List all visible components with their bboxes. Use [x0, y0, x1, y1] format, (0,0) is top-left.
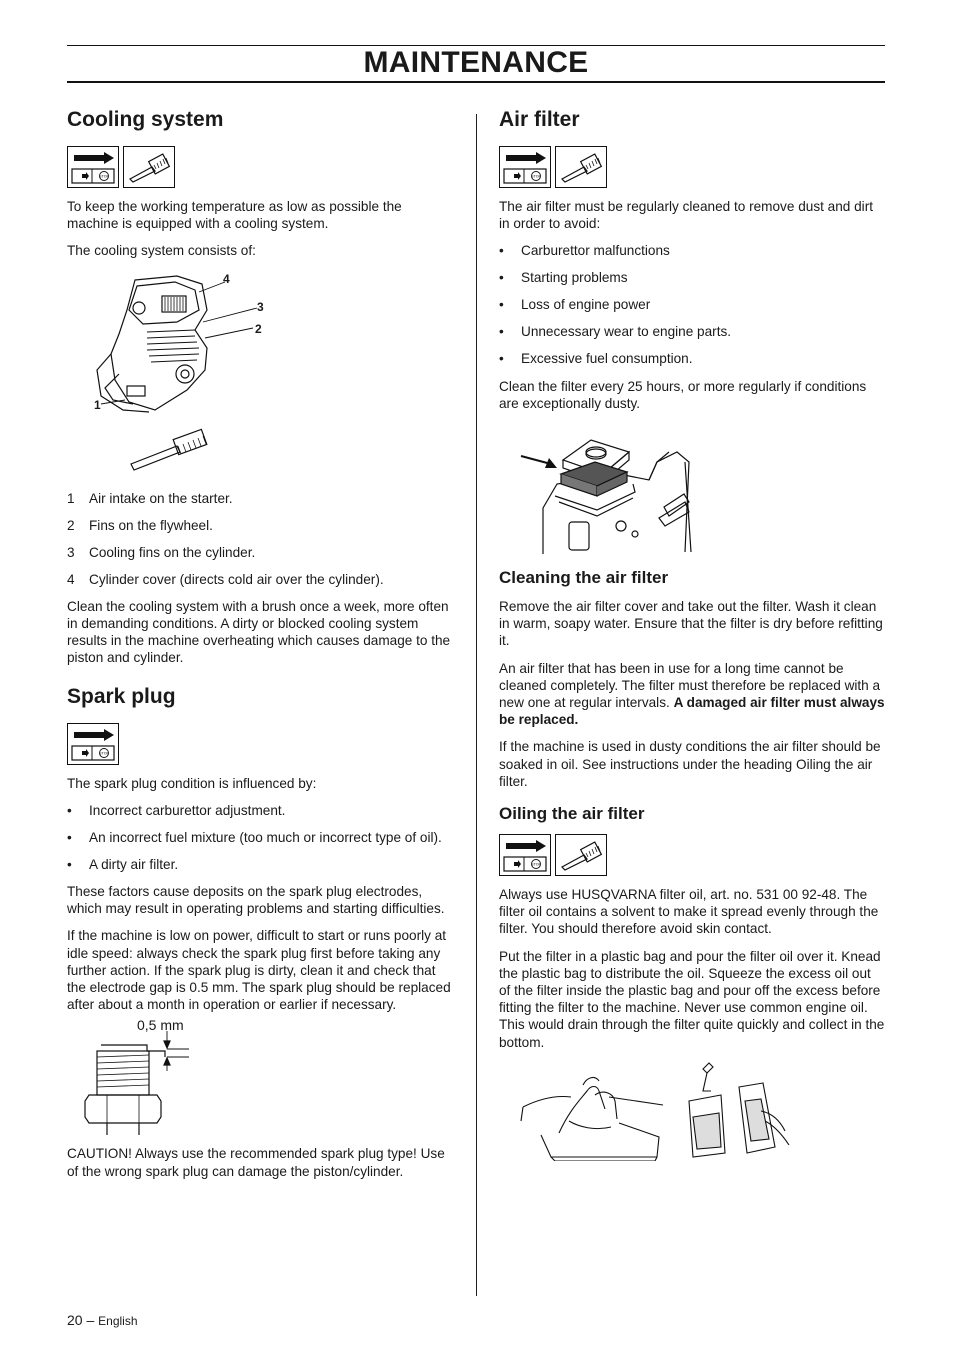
- column-divider: [476, 114, 477, 1296]
- stop-engine-icon: [67, 723, 119, 765]
- oiling-p2: Put the filter in a plastic bag and pour the filter oil over it. Knead the plastic bag to distribute the oil. Squeeze the excess oil out of the filter inside the plastic bag and pour off the excess before fitting the filter to the machine. Never use common engine oil. This would drain through the filter quite quickly and collect in the bottom.: [499, 948, 885, 1050]
- list-item: • Incorrect carburettor adjustment.: [67, 802, 286, 818]
- stop-label: STOP: [531, 174, 541, 179]
- air-filter-illustration: [499, 422, 885, 554]
- spark-icons: [67, 723, 455, 765]
- brush-icon: [123, 146, 175, 188]
- callout-3: 3: [257, 299, 264, 314]
- callout-4: 4: [223, 271, 230, 286]
- list-item: • Starting problems: [499, 270, 628, 286]
- oiling-air-filter-heading: Oiling the air filter: [499, 804, 645, 824]
- page-footer: 20 – English: [67, 1312, 138, 1328]
- list-item: • A dirty air filter.: [67, 856, 179, 872]
- page-number: 20: [67, 1312, 83, 1328]
- oiling-filter-illustration: [499, 1061, 885, 1161]
- stop-label: STOP: [99, 751, 109, 756]
- stop-label: STOP: [99, 174, 109, 179]
- left-column: [67, 100, 455, 1190]
- spark-caution: CAUTION! Always use the recommended spark plug type! Use of the wrong spark plug can damage the piston/cylinder.: [67, 1146, 445, 1179]
- cooling-components-list: [67, 490, 455, 588]
- page-title: MAINTENANCE: [363, 46, 589, 79]
- list-item: 2 Fins on the flywheel.: [67, 517, 213, 533]
- spark-plug-heading: Spark plug: [67, 684, 176, 708]
- cooling-clean-text: Clean the cooling system with a brush once a week, more often in demanding conditions. A dirty or blocked cooling system results in the machine overheating which causes damage to the piston and cylinder.: [67, 598, 451, 666]
- gap-label: 0,5 mm: [137, 1017, 184, 1034]
- list-item: • Loss of engine power: [499, 297, 651, 313]
- spark-plug-gap-illustration: [67, 1017, 455, 1135]
- stop-label: STOP: [531, 862, 541, 867]
- callout-1: 1: [94, 397, 101, 412]
- list-item: 1 Air intake on the starter.: [67, 490, 233, 506]
- list-item: 4 Cylinder cover (directs cold air over the cylinder).: [67, 571, 384, 587]
- list-item: • Unnecessary wear to engine parts.: [499, 324, 732, 340]
- footer-language: English: [98, 1314, 138, 1328]
- cooling-system-heading: Cooling system: [67, 108, 224, 131]
- cleaning-p1: Remove the air filter cover and take out the filter. Wash it clean in warm, soapy water. Ensure that the filter is dry before refitting it.: [499, 599, 883, 649]
- air-filter-heading: Air filter: [499, 108, 580, 131]
- cleaning-p3: If the machine is used in dusty conditions the air filter should be soaked in oil. See instructions under the heading Oiling the air filter.: [499, 739, 881, 789]
- list-item: • Excessive fuel consumption.: [499, 351, 693, 367]
- cleaning-p2: An air filter that has been in use for a long time cannot be cleaned completely. The filter must therefore be replaced with a new one at regular intervals. A damaged air filter must always be replaced.: [499, 660, 885, 728]
- spark-factors-list: [67, 802, 455, 873]
- brush-icon: [555, 146, 607, 188]
- cooling-consists: The cooling system consists of:: [67, 243, 256, 259]
- list-item: • Carburettor malfunctions: [499, 243, 670, 259]
- engine-cooling-illustration: [67, 270, 455, 480]
- spark-check: If the machine is low on power, difficult to start or runs poorly at idle speed: always check the spark plug first before taking any further action. If the spark plug is dirty, clean it and check that the electrode gap is 0.5 mm. The spark plug should be replaced after about a month in operation or earlier if necessary.: [67, 928, 451, 1013]
- header-rule-bottom: [67, 81, 885, 83]
- stop-engine-icon: [67, 146, 119, 188]
- right-column: [499, 100, 885, 1171]
- list-item: 3 Cooling fins on the cylinder.: [67, 544, 256, 560]
- spark-intro: The spark plug condition is influenced by:: [67, 775, 317, 791]
- air-filter-intro: The air filter must be regularly cleaned to remove dust and dirt in order to avoid:: [499, 199, 874, 232]
- air-filter-problems-list: [499, 242, 885, 367]
- spark-deposits: These factors cause deposits on the spark plug electrodes, which may result in operating problems and starting difficulties.: [67, 884, 445, 917]
- stop-engine-icon: [499, 146, 551, 188]
- brush-icon: [555, 834, 607, 876]
- stop-engine-icon: [499, 834, 551, 876]
- cooling-intro: To keep the working temperature as low as possible the machine is equipped with a cooling system.: [67, 199, 402, 232]
- oiling-p1: Always use HUSQVARNA filter oil, art. no. 531 00 92-48. The filter oil contains a solvent to make it spread evenly through the filter. You should therefore avoid skin contact.: [499, 887, 879, 937]
- cooling-icons: [67, 146, 455, 188]
- callout-2: 2: [255, 321, 262, 336]
- air-filter-icons: [499, 146, 885, 188]
- air-filter-interval: Clean the filter every 25 hours, or more regularly if conditions are exceptionally dusty.: [499, 378, 867, 411]
- list-item: • An incorrect fuel mixture (too much or incorrect type of oil).: [67, 829, 442, 845]
- oiling-icons: [499, 834, 885, 876]
- cleaning-air-filter-heading: Cleaning the air filter: [499, 568, 669, 588]
